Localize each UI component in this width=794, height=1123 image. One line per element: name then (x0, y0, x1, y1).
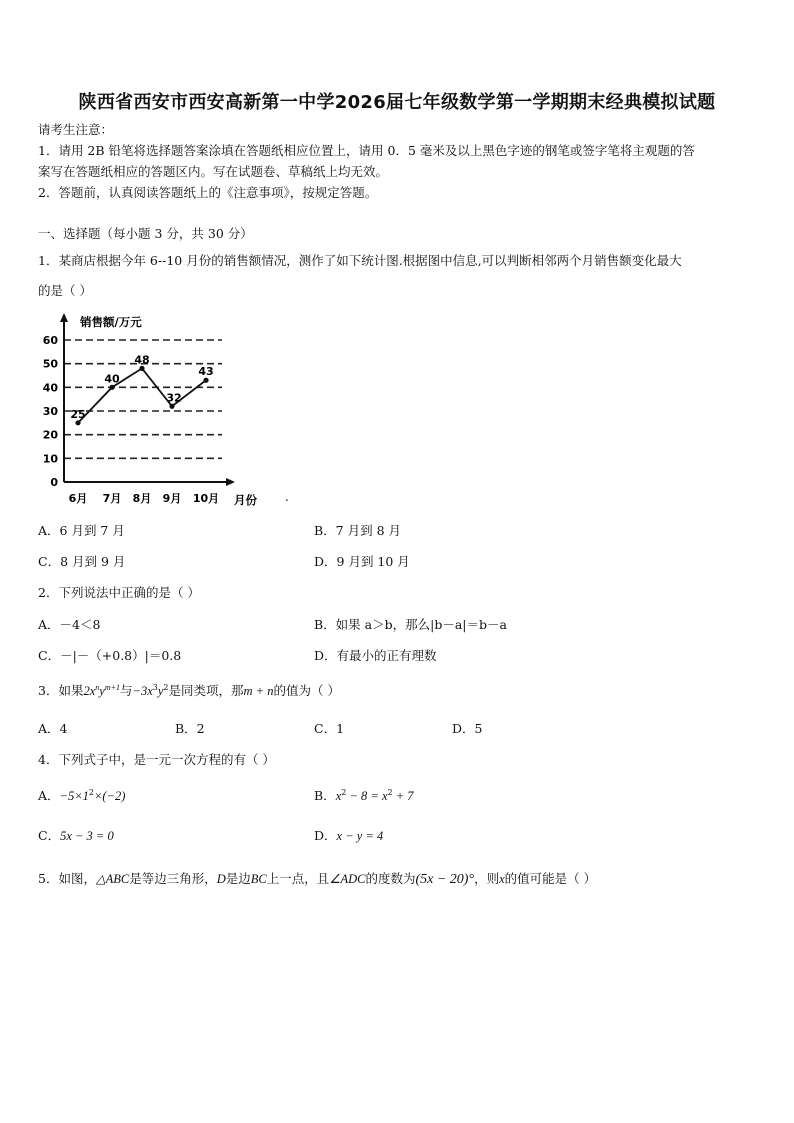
q3-option-c[interactable]: C．1 (314, 721, 345, 736)
notice-item-2: 2．答题前，认真阅读答题纸上的《注意事项》，按规定答题。 (38, 185, 378, 200)
x-axis-title: 月份 (234, 493, 257, 507)
y-tick-label-60: 60 (42, 334, 58, 347)
q4-option-b-tail: + 7 (392, 789, 414, 803)
q4-option-d-label: D． (314, 828, 337, 843)
q4-option-c-expr: 5x − 3 = 0 (60, 829, 114, 843)
q3-term2-exp2: 2 (163, 682, 169, 692)
y-axis-title: 销售额/万元 (80, 315, 142, 329)
q3-option-b[interactable]: B．2 (175, 721, 205, 736)
q5-point-d: D (216, 872, 226, 886)
data-point-10月 (203, 378, 208, 383)
x-axis-arrow (226, 478, 235, 486)
q4-option-d[interactable] (314, 826, 383, 844)
q5-degree-expr: (5x − 20)° (415, 872, 475, 887)
y-tick-label-0: 0 (50, 476, 58, 489)
q1-stem-line-1: 1．某商店根据今年 6--10 月份的销售额情况，测作了如下统计图.根据图中信息,可以判断相邻两个月销售额变化最大 (38, 253, 682, 268)
q4-option-b-x: x (335, 789, 342, 803)
q5-p3: 是边 (225, 871, 251, 886)
q5-p6: ，则 (474, 871, 500, 886)
chart-stray-dot: . (285, 490, 289, 504)
q3-term2-exp1: 3 (152, 682, 158, 692)
y-tick-label-10: 10 (42, 452, 58, 466)
q5-p7: 的值可能是（ ） (504, 871, 597, 886)
data-label-8月: 48 (134, 353, 150, 367)
q3-term1: 2x (83, 684, 96, 698)
notice-item-1-line-2: 案写在答题纸相应的答题区内。写在试题卷、草稿纸上均无效。 (38, 164, 389, 179)
q3-middle: 与 (120, 683, 133, 698)
data-point-7月 (109, 385, 114, 390)
q5-p1: 5．如图， (38, 871, 96, 886)
q4-option-c[interactable] (38, 826, 114, 844)
sales-line-chart (36, 310, 296, 510)
notice-item-1-line-1: 1．请用 2B 铅笔将选择题答案涂填在答题纸相应位置上，请用 0．5 毫米及以上黑色字迹的钢笔或签字笔将主观题的答 (38, 143, 695, 158)
q4-option-a[interactable] (38, 786, 125, 804)
q5-angle: ∠ADC (329, 872, 366, 886)
q3-option-a[interactable]: A．4 (38, 721, 68, 736)
q2-option-b[interactable]: B．如果 a＞b，那么|b－a|＝b－a (314, 617, 507, 632)
q3-expr: m + n (243, 684, 274, 698)
data-label-9月: 32 (166, 391, 182, 405)
q1-stem-line-2: 的是（ ） (38, 283, 92, 298)
q3-stem (38, 681, 340, 699)
q5-side-bc: BC (250, 872, 267, 886)
q3-term1-y: y (99, 684, 105, 698)
q4-option-d-expr: x − y = 4 (336, 829, 384, 843)
q5-stem (38, 869, 596, 888)
q5-p4: 上一点，且 (266, 871, 330, 886)
q1-option-d[interactable]: D．9 月到 10 月 (314, 554, 410, 569)
data-label-7月: 40 (104, 372, 120, 386)
y-axis-arrow (60, 313, 68, 322)
q2-option-a[interactable]: A．－4＜8 (38, 617, 101, 632)
page-title: 陕西省西安市西安高新第一中学2026届七年级数学第一学期期末经典模拟试题 (78, 92, 716, 113)
q4-option-b-mid: − 8 = x (346, 789, 388, 803)
q3-suffix-1: 是同类项，那 (168, 683, 244, 698)
q4-option-a-exp: 2 (88, 787, 94, 797)
data-label-10月: 43 (198, 365, 214, 379)
q4-option-a-label: A． (38, 788, 60, 803)
x-tick-label-6月: 6月 (68, 492, 88, 505)
q4-option-a-tail: ×(−2) (94, 789, 126, 803)
notice-heading: 请考生注意： (38, 122, 114, 137)
q4-option-c-label: C． (38, 828, 61, 843)
q5-triangle: △ABC (95, 872, 130, 886)
q3-term1-exp1: n (95, 682, 100, 692)
chart-svg (36, 310, 296, 510)
q4-stem: 4．下列式子中，是一元一次方程的有（ ） (38, 752, 275, 767)
q3-term2: −3x (132, 684, 153, 698)
q2-stem: 2．下列说法中正确的是（ ） (38, 585, 200, 600)
q4-option-b[interactable] (314, 786, 414, 804)
x-tick-label-8月: 8月 (132, 492, 152, 505)
q3-prefix: 3．如果 (38, 683, 84, 698)
y-tick-label-50: 50 (42, 357, 58, 371)
sales-line (78, 368, 206, 422)
q2-option-d[interactable]: D．有最小的正有理数 (314, 648, 437, 663)
q4-option-b-label: B． (314, 788, 336, 803)
q2-option-c[interactable]: C．－|－（+0.8）|＝0.8 (38, 648, 182, 663)
q1-option-b[interactable]: B．7 月到 8 月 (314, 523, 402, 538)
data-point-6月 (75, 420, 80, 425)
x-tick-label-9月: 9月 (162, 492, 182, 505)
q3-term1-exp2: m+1 (104, 682, 121, 692)
q4-option-b-exp1: 2 (341, 787, 347, 797)
q3-option-d[interactable]: D．5 (452, 721, 483, 736)
x-tick-label-10月: 10月 (192, 492, 220, 505)
q3-term2-y: y (157, 684, 164, 698)
data-point-9月 (169, 404, 174, 409)
q1-option-c[interactable]: C．8 月到 9 月 (38, 554, 126, 569)
x-tick-label-7月: 7月 (102, 492, 122, 505)
q3-suffix-2: 的值为（ ） (273, 683, 340, 698)
y-tick-label-20: 20 (42, 428, 58, 442)
q4-option-b-exp2: 2 (387, 787, 393, 797)
section-heading: 一、选择题（每小题 3 分，共 30 分） (38, 226, 253, 241)
q5-p5: 的度数为 (365, 871, 416, 886)
q4-option-a-expr: −5×1 (59, 789, 89, 803)
data-point-8月 (139, 366, 144, 371)
q5-x: x (499, 872, 505, 886)
q5-p2: 是等边三角形， (129, 871, 217, 886)
data-label-6月: 25 (70, 407, 86, 421)
y-tick-label-40: 40 (42, 381, 58, 395)
q1-option-a[interactable]: A．6 月到 7 月 (38, 523, 125, 538)
y-tick-label-30: 30 (42, 405, 58, 418)
